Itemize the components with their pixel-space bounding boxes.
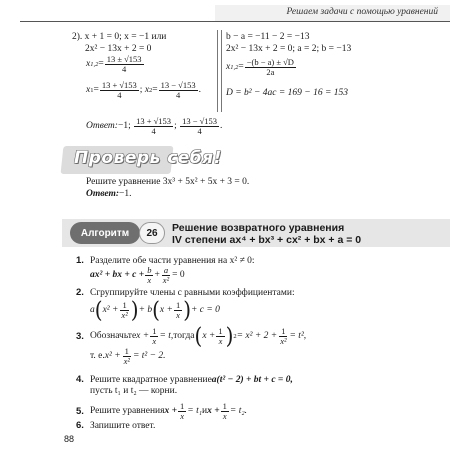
right-line-2: 2x² − 13x + 2 = 0; a = 2; b = −13 [226, 44, 352, 54]
step-6: 6. Запишите ответ. [76, 420, 156, 431]
step-3-continuation: т. е. x² + $\frac{1}{\text{x²}}$ = t² − 2. [90, 346, 166, 366]
fraction: $\frac{1}{x}$ [180, 401, 185, 421]
fraction: $\frac{b}{x}$ [147, 265, 152, 285]
fraction: $\frac{1}{x}$ [218, 325, 223, 346]
left-line-2: 2x² − 13x + 2 = 0 [85, 44, 152, 54]
algorithm-number: 26 [139, 222, 165, 244]
step-5: 5. Решите уравнения x + $\frac{1}{x}$ = t₁ и x + $\frac{1}{x}$ = t₂. [76, 401, 248, 421]
column-divider-left [217, 30, 218, 112]
page-number: 88 [64, 434, 75, 444]
answer-line: Ответ: −1; $\frac{13 + √153}{4}$ ; $\frac{13 - √153}{4}$ . [86, 116, 223, 136]
right-x12-formula: x 1,2 = $\frac{-(b - a) \pm √D}{2a}$ [226, 57, 294, 77]
running-header-title: Решаем задачи с помощью уравнений [286, 7, 438, 17]
fraction: $\frac{13 + √153}{4}$ [136, 116, 172, 136]
check-yourself-label: Проверь себя! [74, 148, 222, 168]
step-3: 3. Обозначьте x + $\frac{1}{x}$ = t, тогда ( x + $\frac{1}{x}$ ) 2 = x² + 2 + $\frac{1}{\text{x²}}$ = t², [76, 322, 307, 350]
fraction: $\frac{a}{\text{x²}}$ [162, 265, 170, 285]
algorithm-label: Алгоритм [70, 222, 140, 244]
step-4-line-2: пусть t₁ и t₂ — корни. [90, 386, 178, 396]
left-x1-x2-formula: x 1 = $\frac{13 + √153}{4}$ ; x 2 = $\frac{13 - √153}{4}$ . [86, 80, 201, 100]
left-line-1: 2). x + 1 = 0; x = −1 или [72, 32, 167, 42]
step-1-formula: ax² + bx + c + $\frac{b}{x}$ + $\frac{a}{\text{x²}}$ = 0 [90, 265, 185, 285]
check-answer: Ответ: −1. [86, 189, 132, 199]
fraction: $\frac{1}{x}$ [152, 325, 157, 346]
step-4: 4. Решите квадратное уравнение a(t² − 2) + bt + c = 0, [76, 374, 293, 385]
step-2: 2. Сгруппируйте члены с равными коэффициентами: [76, 287, 295, 298]
right-discriminant: D = b² − 4ac = 169 − 16 = 153 [226, 88, 348, 98]
left-x12-formula: x 1,2 = $\frac{13 \pm √153}{4}$ [86, 54, 142, 74]
fraction: $\frac{1}{\text{x²}}$ [280, 325, 287, 346]
fraction: $\frac{13 \pm √153}{4}$ [106, 54, 142, 74]
algorithm-title-line-1: Решение возвратного уравнения [172, 222, 345, 234]
right-line-1: b − a = −11 − 2 = −13 [226, 32, 310, 42]
fraction: $\frac{1}{x}$ [222, 401, 227, 421]
fraction: $\frac{13 - √153}{4}$ [160, 80, 196, 100]
algorithm-title-line-2: IV степени ax⁴ + bx³ + cx² + bx + a = 0 [172, 234, 362, 246]
fraction: $\frac{1}{x}$ [175, 299, 181, 320]
fraction: $\frac{1}{\text{x²}}$ [123, 346, 130, 366]
header-rule [20, 21, 450, 22]
check-task: Решите уравнение 3x³ + 5x² + 5x + 3 = 0. [86, 177, 250, 187]
step-1: 1. Разделите обе части уравнения на x² ≠ 0: [76, 255, 255, 266]
column-divider-right [221, 30, 222, 112]
fraction: $\frac{13 + √153}{4}$ [101, 80, 137, 100]
fraction: $\frac{1}{\text{x²}}$ [121, 299, 128, 320]
fraction: $\frac{13 - √153}{4}$ [182, 116, 218, 136]
fraction: $\frac{-(b - a) \pm √D}{2a}$ [246, 57, 294, 77]
step-2-formula: a ( x² + $\frac{1}{\text{x²}}$ ) + b ( x + $\frac{1}{x}$ ) + c = 0 [90, 296, 220, 324]
